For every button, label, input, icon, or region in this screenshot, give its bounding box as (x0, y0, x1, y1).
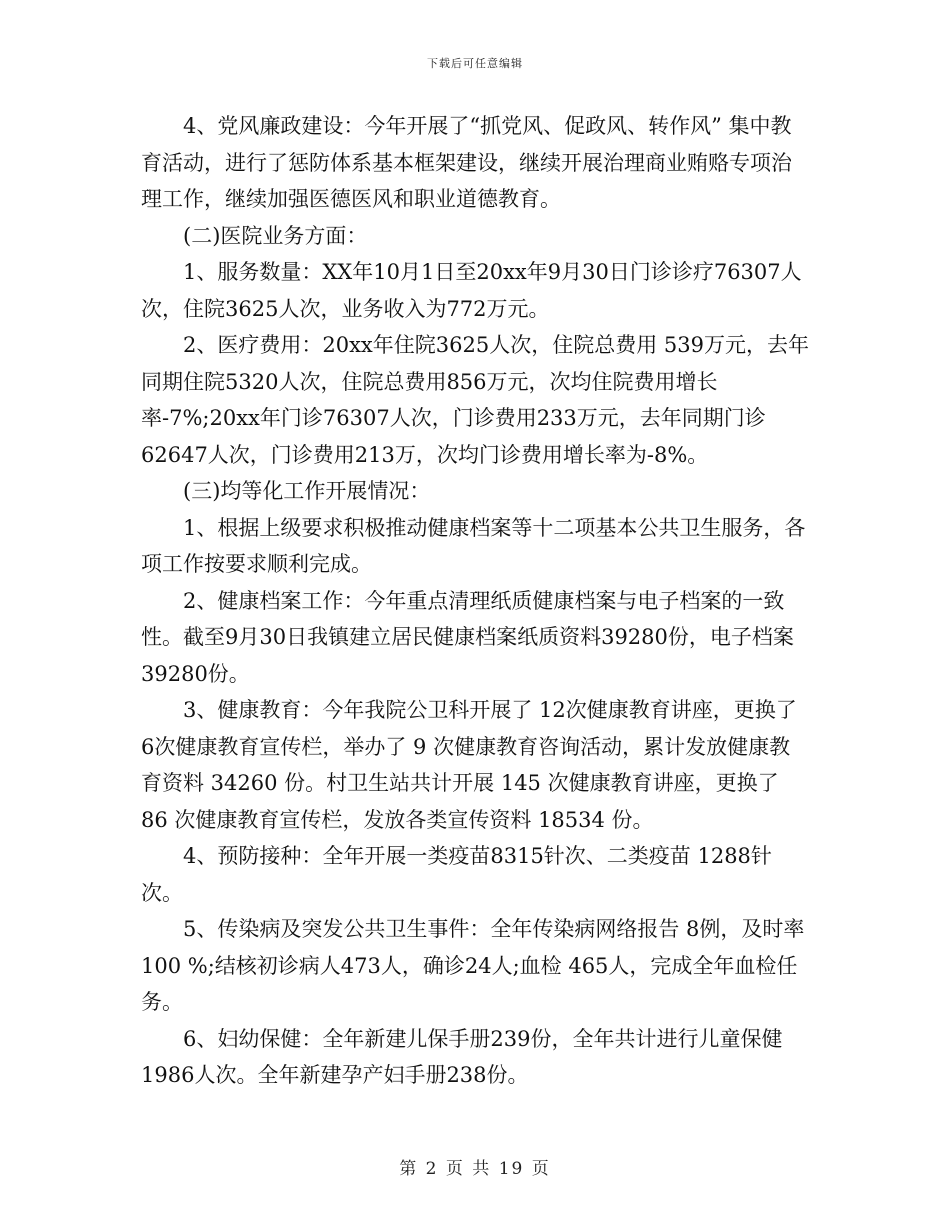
section-heading-hospital-business: (二)医院业务方面： (183, 223, 368, 248)
paragraph-maternal-child-health: 6、妇幼保健：全年新建儿保手册239份，全年共计进行儿童保健1986人次。全年新建孕产妇手册238份。 (141, 1026, 783, 1087)
document-body (141, 108, 811, 1094)
paragraph-health-education: 3、健康教育：今年我院公卫科开展了 12次健康教育讲座，更换了 6次健康教育宣传栏，举办了 9 次健康教育咨询活动，累计发放健康教育资料 34260 份。村卫生站共计开展 145 次健康教育讲座，更换了 86 次健康教育宣传栏，发放各类宣传资料 18534 份。 (141, 698, 797, 832)
paragraph-public-health-services: 1、根据上级要求积极推动健康档案等十二项基本公共卫生服务，各项工作按要求顺利完成。 (141, 515, 806, 576)
paragraph-infectious-disease: 5、传染病及突发公共卫生事件：全年传染病网络报告 8例，及时率100 %;结核初诊病人473人，确诊24人;血检 465人，完成全年血检任务。 (141, 917, 805, 1014)
paragraph-health-records: 2、健康档案工作：今年重点清理纸质健康档案与电子档案的一致性。截至9月30日我镇建立居民健康档案纸质资料39280份，电子档案39280份。 (141, 588, 794, 686)
paragraph-medical-costs: 2、医疗费用：20xx年住院3625人次，住院总费用 539万元，去年同期住院5320人次，住院总费用856万元，次均住院费用增长率-7%;20xx年门诊76307人次，门诊费用233万元，去年同期门诊62647人次，门诊费用213万，次均门诊费用增长率为-8%。 (141, 333, 809, 467)
paragraph-vaccination: 4、预防接种：全年开展一类疫苗8315针次、二类疫苗 1288针次。 (141, 844, 772, 905)
section-heading-equalization: (三)均等化工作开展情况： (183, 479, 431, 503)
paragraph-service-volume: 1、服务数量：XX年10月1日至20xx年9月30日门诊诊疗76307人次，住院3625人次，业务收入为772万元。 (141, 260, 802, 321)
page-header-note: 下载后可任意编辑 (427, 57, 523, 70)
paragraph-party-conduct: 4、党风廉政建设：今年开展了“抓党风、促政风、转作风” 集中教育活动，进行了惩防体系基本框架建设，继续开展治理商业贿赂专项治理工作，继续加强医德医风和职业道德教育。 (141, 114, 792, 211)
page-number: 第 2 页 共 19 页 (399, 1159, 551, 1179)
